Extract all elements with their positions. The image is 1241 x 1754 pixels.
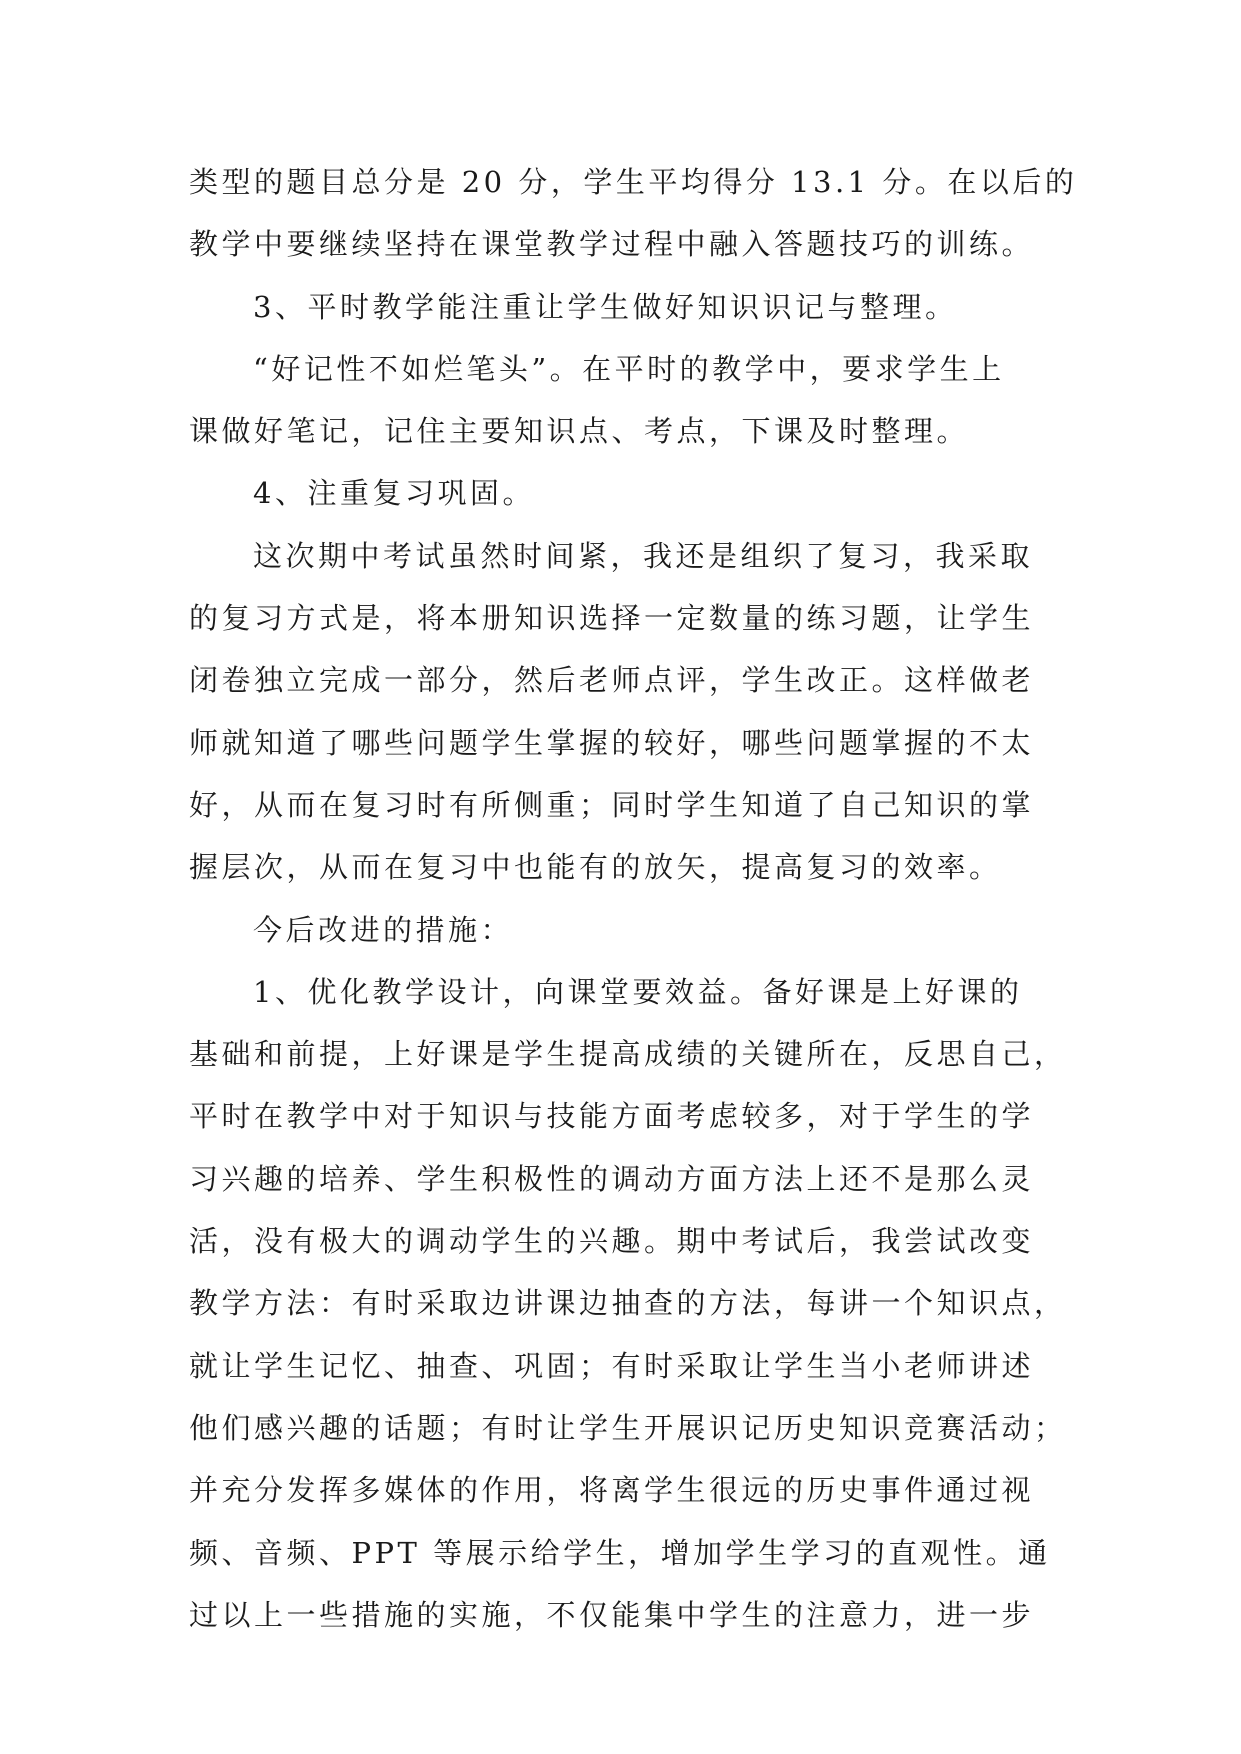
text-line: 1、优化教学设计，向课堂要效益。备好课是上好课的: [253, 974, 1023, 1009]
text-line: 习兴趣的培养、学生积极性的调动方面方法上还不是那么灵: [189, 1161, 1035, 1196]
section-heading: 3、平时教学能注重让学生做好知识识记与整理。: [253, 289, 958, 324]
text-line: 闭卷独立完成一部分，然后老师点评，学生改正。这样做老: [189, 663, 1035, 698]
text-line: 活，没有极大的调动学生的兴趣。期中考试后，我尝试改变: [189, 1224, 1035, 1259]
text-line: 基础和前提，上好课是学生提高成绩的关键所在，反思自己，: [189, 1037, 1067, 1072]
text-line: 这次期中考试虽然时间紧，我还是组织了复习，我采取: [253, 538, 1034, 573]
text-line: 并充分发挥多媒体的作用，将离学生很远的历史事件通过视: [189, 1473, 1035, 1508]
text-line: 就让学生记忆、抽查、巩固；有时采取让学生当小老师讲述: [189, 1348, 1035, 1383]
text-line: 频、音频、PPT 等展示给学生，增加学生学习的直观性。通: [189, 1535, 1051, 1570]
document-body: [189, 151, 1078, 1646]
text-line: 类型的题目总分是 20 分，学生平均得分 13.1 分。在以后的: [189, 165, 1078, 199]
section-heading: 今后改进的措施：: [253, 912, 514, 947]
text-line: 课做好笔记，记住主要知识点、考点，下课及时整理。: [189, 414, 970, 449]
text-line: 教学方法：有时采取边讲课边抽查的方法，每讲一个知识点，: [189, 1286, 1067, 1321]
text-line: 教学中要继续坚持在课堂教学过程中融入答题技巧的训练。: [189, 227, 1035, 262]
text-line: 的复习方式是，将本册知识选择一定数量的练习题，让学生: [189, 601, 1035, 636]
text-line: 师就知道了哪些问题学生掌握的较好，哪些问题掌握的不太: [189, 725, 1035, 760]
text-line: “好记性不如烂笔头”。在平时的教学中，要求学生上: [253, 351, 1005, 386]
section-heading: 4、注重复习巩固。: [253, 476, 535, 511]
text-line: 好，从而在复习时有所侧重；同时学生知道了自己知识的掌: [189, 787, 1035, 822]
text-line: 他们感兴趣的话题；有时让学生开展识记历史知识竞赛活动；: [189, 1410, 1067, 1445]
text-line: 平时在教学中对于知识与技能方面考虑较多，对于学生的学: [189, 1099, 1035, 1134]
text-line: 过以上一些措施的实施，不仅能集中学生的注意力，进一步: [189, 1597, 1035, 1632]
text-line: 握层次，从而在复习中也能有的放矢，提高复习的效率。: [189, 850, 1002, 885]
